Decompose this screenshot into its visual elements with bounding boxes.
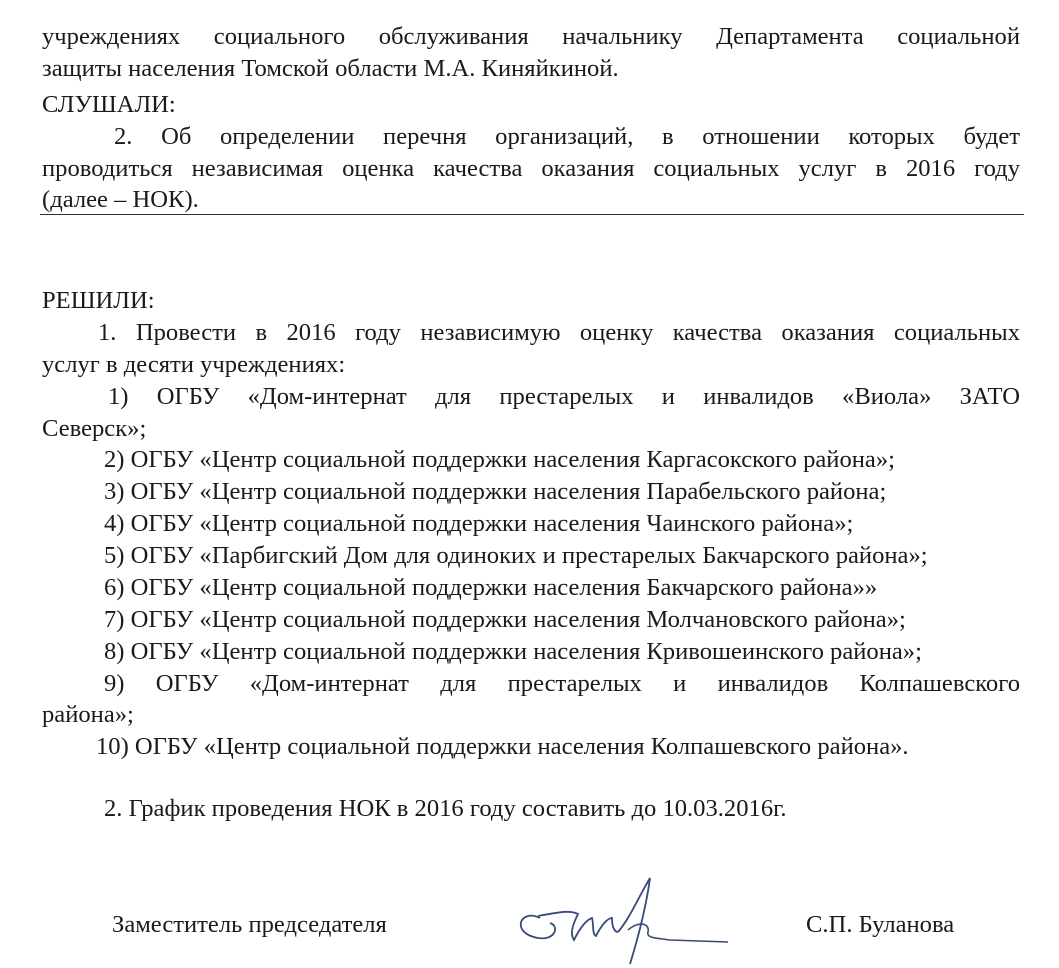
signatory-name: С.П. Буланова	[806, 911, 955, 938]
institution-item: 1) ОГБУ «Дом-интернат для престарелых и инвалидов «Виола» ЗАТО	[108, 383, 1020, 410]
institution-item: 6) ОГБУ «Центр социальной поддержки населения Бакчарского района»»	[104, 574, 878, 601]
listened-line-2: проводиться независимая оценка качества оказания социальных услуг в 2016 году	[42, 155, 1020, 182]
institution-item: 2) ОГБУ «Центр социальной поддержки населения Каргасокского района»;	[104, 446, 895, 473]
intro-line-1: учреждениях социального обслуживания начальнику Департамента социальной	[42, 23, 1020, 50]
institution-item: 8) ОГБУ «Центр социальной поддержки населения Кривошеинского района»;	[104, 638, 922, 665]
listened-line-3: (далее – НОК).	[42, 186, 199, 213]
institution-item-continuation: района»;	[42, 701, 134, 728]
listened-line-1: 2. Об определении перечня организаций, в отношении которых будет	[114, 123, 1020, 150]
decided-heading: РЕШИЛИ:	[42, 287, 155, 314]
handwritten-signature	[500, 868, 740, 968]
intro-line-2: защиты населения Томской области М.А. Киняйкиной.	[42, 55, 619, 82]
institution-item-continuation: Северск»;	[42, 415, 147, 442]
decided-item-2: 2. График проведения НОК в 2016 году составить до 10.03.2016г.	[104, 795, 787, 822]
institution-item: 10) ОГБУ «Центр социальной поддержки населения Колпашевского района».	[96, 733, 909, 760]
decided-item-1-line-2: услуг в десяти учреждениях:	[42, 351, 346, 378]
institution-item: 5) ОГБУ «Парбигский Дом для одиноких и престарелых Бакчарского района»;	[104, 542, 928, 569]
institution-item: 9) ОГБУ «Дом-интернат для престарелых и инвалидов Колпашевского	[104, 670, 1020, 697]
listened-heading: СЛУШАЛИ:	[42, 91, 176, 118]
institution-item: 7) ОГБУ «Центр социальной поддержки населения Молчановского района»;	[104, 606, 906, 633]
signatory-title: Заместитель председателя	[112, 911, 387, 938]
institution-item: 3) ОГБУ «Центр социальной поддержки населения Парабельского района;	[104, 478, 887, 505]
institution-item: 4) ОГБУ «Центр социальной поддержки населения Чаинского района»;	[104, 510, 854, 537]
section-divider	[40, 214, 1024, 215]
decided-item-1-line-1: 1. Провести в 2016 году независимую оценку качества оказания социальных	[98, 319, 1020, 346]
